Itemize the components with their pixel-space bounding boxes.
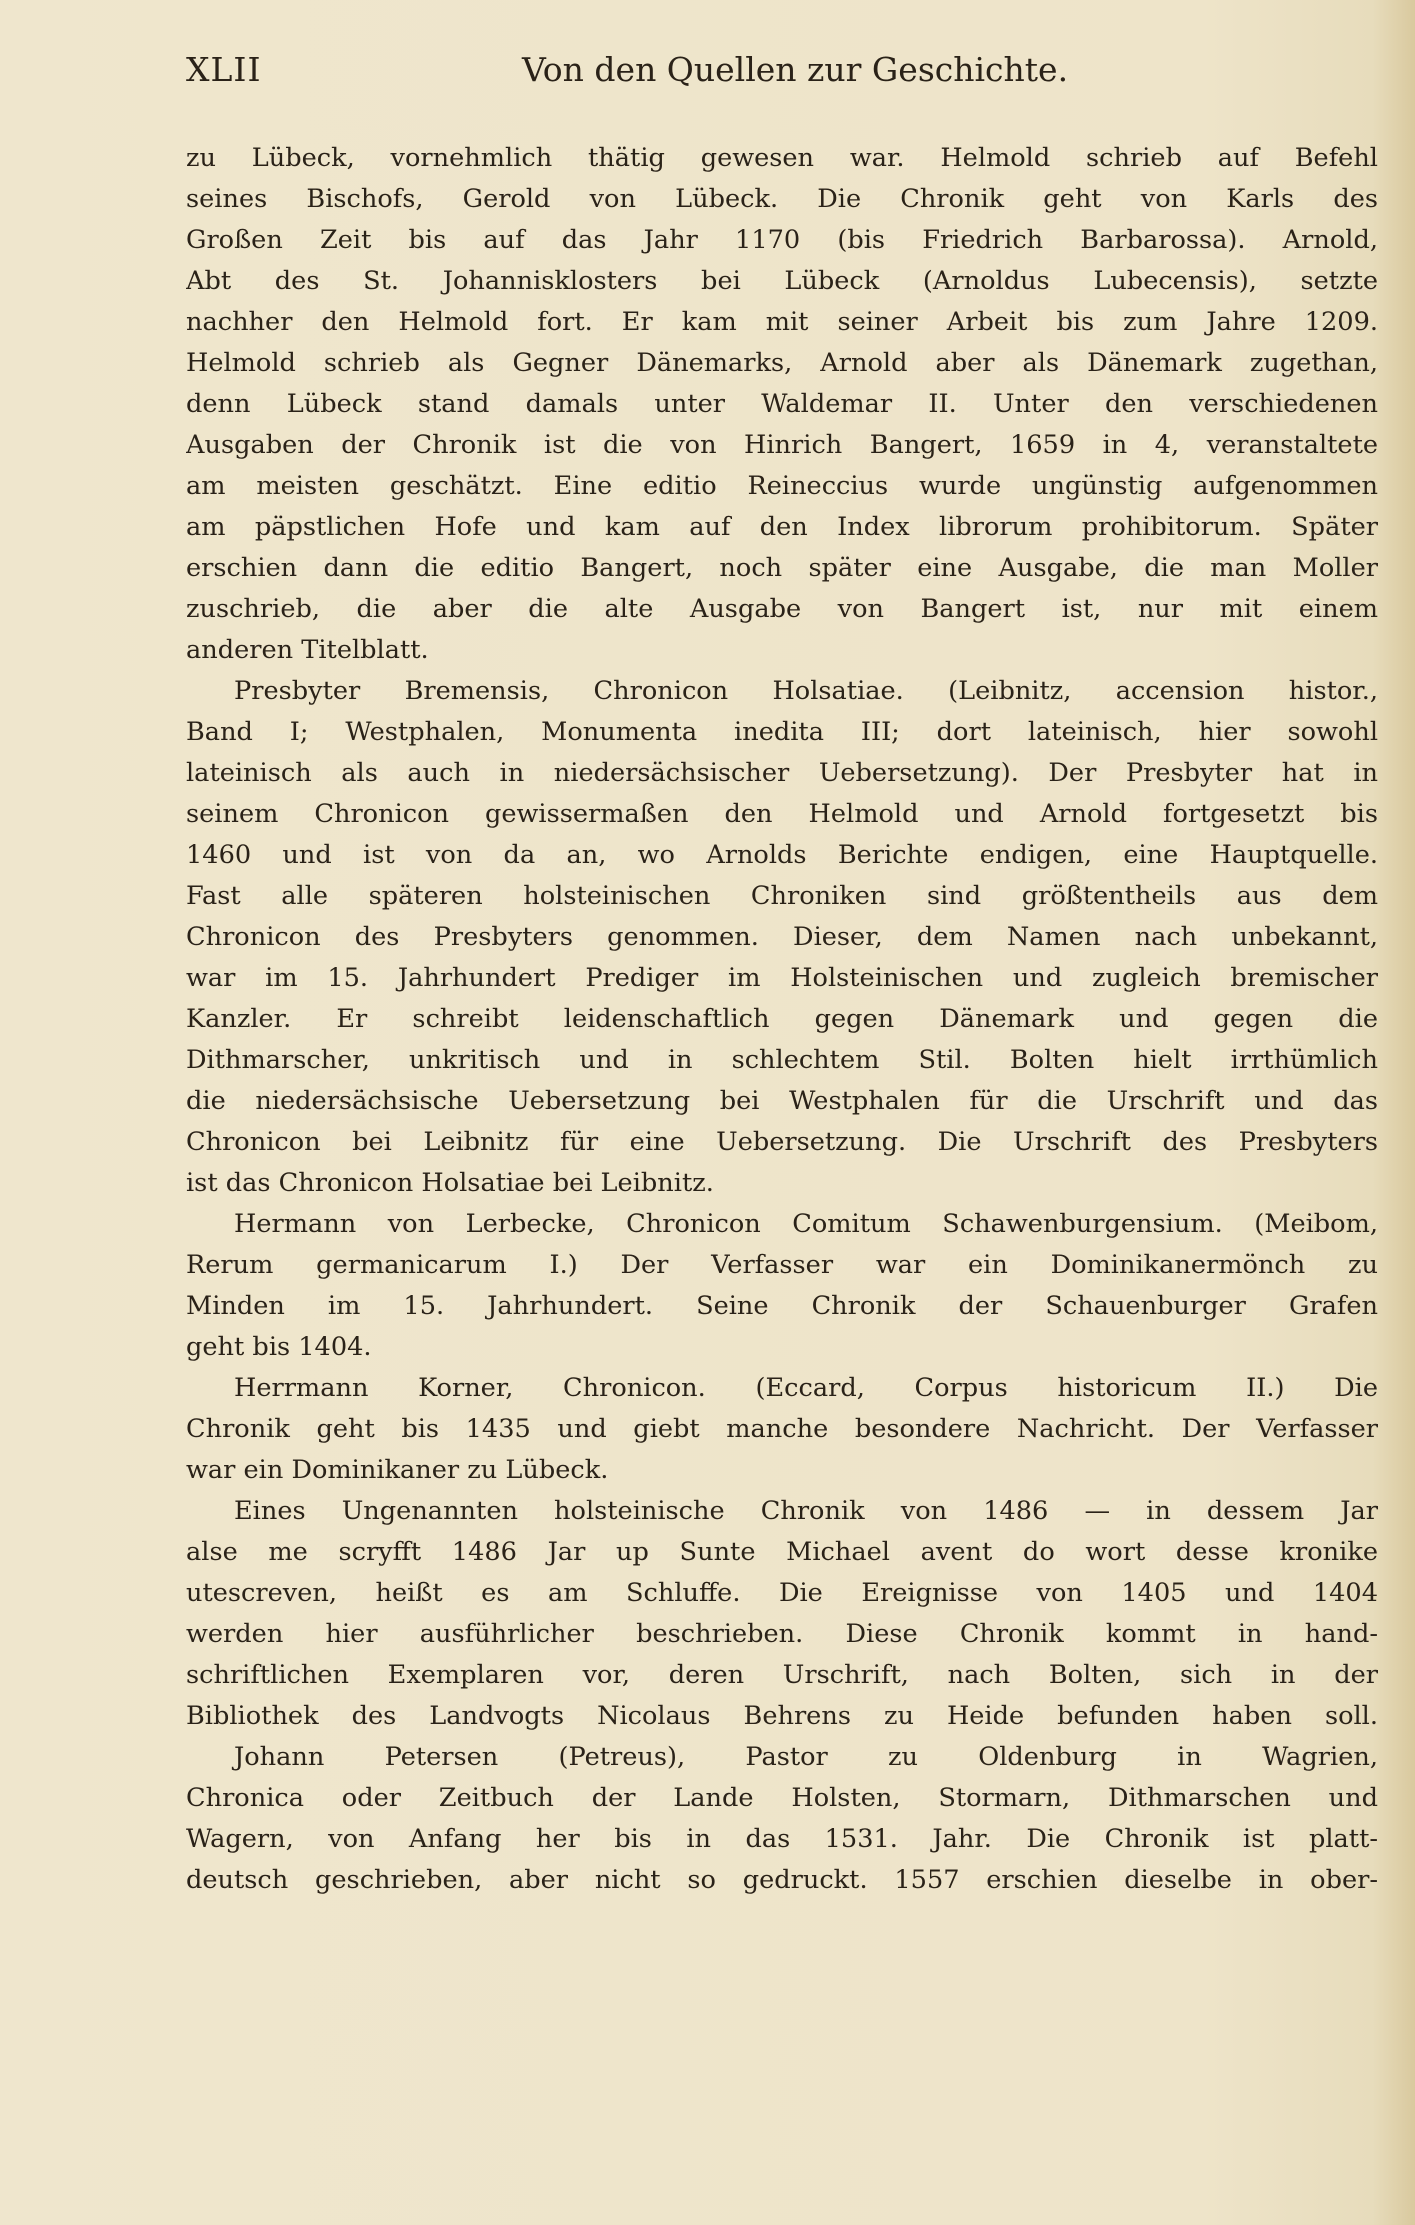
text-line: utescreven, heißt es am Schluffe. Die Ereignisse von 1405 und 1404 xyxy=(186,1578,1378,1608)
text-line: deutsch geschrieben, aber nicht so gedruckt. 1557 erschien dieselbe in ober- xyxy=(186,1865,1378,1895)
text-line: Ausgaben der Chronik ist die von Hinrich Bangert, 1659 in 4, veranstaltete xyxy=(186,430,1378,460)
text-line: die niedersächsische Uebersetzung bei Westphalen für die Urschrift und das xyxy=(186,1086,1378,1116)
text-line: Chronicon bei Leibnitz für eine Uebersetzung. Die Urschrift des Presbyters xyxy=(186,1127,1378,1157)
running-title: Von den Quellen zur Geschichte. xyxy=(522,50,1069,89)
text-line: alse me scryfft 1486 Jar up Sunte Michael avent do wort desse kronike xyxy=(186,1537,1378,1567)
text-line: werden hier ausführlicher beschrieben. Diese Chronik kommt in hand- xyxy=(186,1619,1378,1649)
text-line: zu Lübeck, vornehmlich thätig gewesen war. Helmold schrieb auf Befehl xyxy=(186,143,1378,173)
text-line: war im 15. Jahrhundert Prediger im Holsteinischen und zugleich bremischer xyxy=(186,963,1378,993)
text-line: lateinisch als auch in niedersächsischer Uebersetzung). Der Presbyter hat in xyxy=(186,758,1378,788)
text-line: zuschrieb, die aber die alte Ausgabe von Bangert ist, nur mit einem xyxy=(186,594,1378,624)
text-line: Großen Zeit bis auf das Jahr 1170 (bis Friedrich Barbarossa). Arnold, xyxy=(186,225,1378,255)
text-line: Fast alle späteren holsteinischen Chroniken sind größtentheils aus dem xyxy=(186,881,1378,911)
text-line: Helmold schrieb als Gegner Dänemarks, Arnold aber als Dänemark zugethan, xyxy=(186,348,1378,378)
text-line: Chronica oder Zeitbuch der Lande Holsten, Stormarn, Dithmarschen und xyxy=(186,1783,1378,1813)
text-line: Kanzler. Er schreibt leidenschaftlich gegen Dänemark und gegen die xyxy=(186,1004,1378,1034)
body-text xyxy=(186,138,1378,1901)
text-line: anderen Titelblatt. xyxy=(186,635,429,665)
text-line: Wagern, von Anfang her bis in das 1531. Jahr. Die Chronik ist platt- xyxy=(186,1824,1378,1854)
text-line: Presbyter Bremensis, Chronicon Holsatiae. (Leibnitz, accension histor., xyxy=(234,676,1378,706)
text-line: Hermann von Lerbecke, Chronicon Comitum Schawenburgensium. (Meibom, xyxy=(234,1209,1378,1239)
text-line: Rerum germanicarum I.) Der Verfasser war ein Dominikanermönch zu xyxy=(186,1250,1378,1280)
page-number: XLII xyxy=(186,50,262,89)
text-line: geht bis 1404. xyxy=(186,1332,372,1362)
text-line: seinem Chronicon gewissermaßen den Helmold und Arnold fortgesetzt bis xyxy=(186,799,1378,829)
text-line: 1460 und ist von da an, wo Arnolds Berichte endigen, eine Hauptquelle. xyxy=(186,840,1378,870)
text-line: Herrmann Korner, Chronicon. (Eccard, Corpus historicum II.) Die xyxy=(234,1373,1378,1403)
page-header xyxy=(186,50,1336,100)
text-line: Chronik geht bis 1435 und giebt manche besondere Nachricht. Der Verfasser xyxy=(186,1414,1378,1444)
text-line: erschien dann die editio Bangert, noch später eine Ausgabe, die man Moller xyxy=(186,553,1378,583)
text-line: nachher den Helmold fort. Er kam mit seiner Arbeit bis zum Jahre 1209. xyxy=(186,307,1378,337)
text-line: Dithmarscher, unkritisch und in schlechtem Stil. Bolten hielt irrthümlich xyxy=(186,1045,1378,1075)
text-line: war ein Dominikaner zu Lübeck. xyxy=(186,1455,609,1485)
text-line: Johann Petersen (Petreus), Pastor zu Oldenburg in Wagrien, xyxy=(234,1742,1378,1772)
text-line: schriftlichen Exemplaren vor, deren Urschrift, nach Bolten, sich in der xyxy=(186,1660,1378,1690)
text-line: am päpstlichen Hofe und kam auf den Index librorum prohibitorum. Später xyxy=(186,512,1378,542)
text-line: ist das Chronicon Holsatiae bei Leibnitz. xyxy=(186,1168,714,1198)
text-line: Minden im 15. Jahrhundert. Seine Chronik der Schauenburger Grafen xyxy=(186,1291,1378,1321)
text-line: seines Bischofs, Gerold von Lübeck. Die Chronik geht von Karls des xyxy=(186,184,1378,214)
text-line: Eines Ungenannten holsteinische Chronik von 1486 — in dessem Jar xyxy=(234,1496,1378,1526)
text-line: am meisten geschätzt. Eine editio Reineccius wurde ungünstig aufgenommen xyxy=(186,471,1378,501)
text-line: Band I; Westphalen, Monumenta inedita III; dort lateinisch, hier sowohl xyxy=(186,717,1378,747)
text-line: Abt des St. Johannisklosters bei Lübeck (Arnoldus Lubecensis), setzte xyxy=(186,266,1378,296)
text-line: denn Lübeck stand damals unter Waldemar II. Unter den verschiedenen xyxy=(186,389,1378,419)
text-line: Bibliothek des Landvogts Nicolaus Behrens zu Heide befunden haben soll. xyxy=(186,1701,1378,1731)
text-line: Chronicon des Presbyters genommen. Dieser, dem Namen nach unbekannt, xyxy=(186,922,1378,952)
